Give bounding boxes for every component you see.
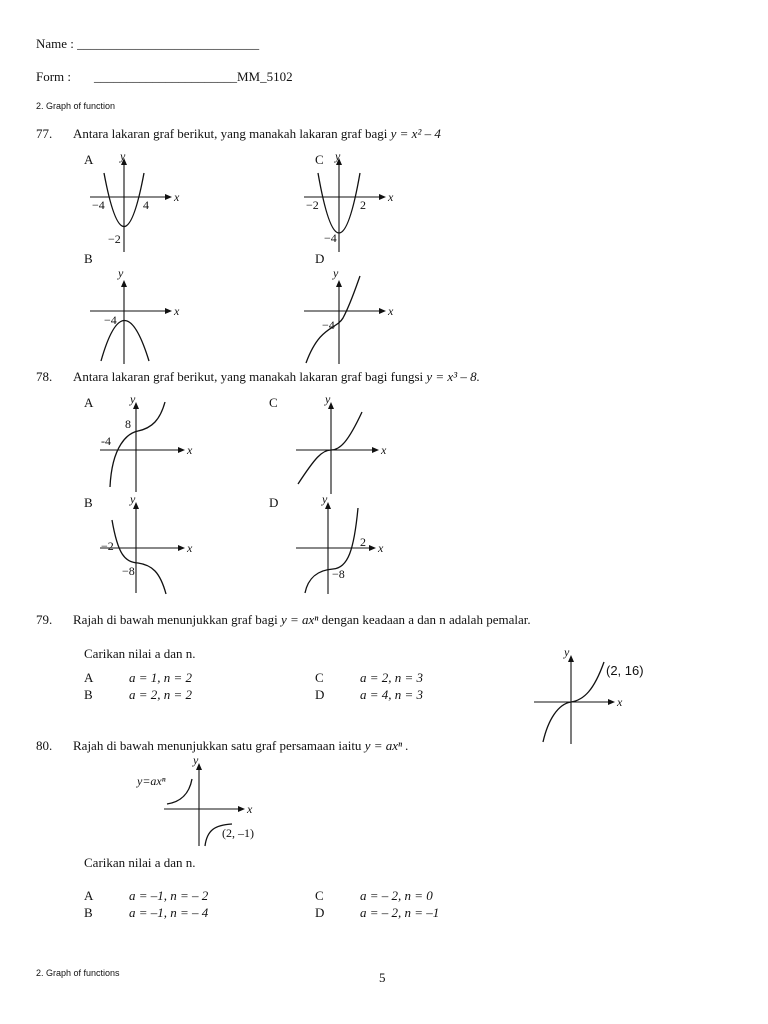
q78d-label-2: −8 [332,567,345,581]
q79-option-d-text: a = 4, n = 3 [360,687,424,702]
q80-number: 80. [36,738,53,753]
q77a-label-2: 4 [143,198,149,212]
q78-equation: y = x³ – 8. [426,369,480,384]
q80-option-d-text: a = – 2, n = –1 [360,905,440,920]
q78-option-a-letter[interactable]: A [84,395,94,410]
q78-number: 78. [36,369,53,384]
q77-option-d-letter[interactable]: D [315,251,325,266]
q80-option-b-letter: B [84,905,93,920]
q79-equation: y = axⁿ [280,612,319,627]
y-axis-label: y [120,149,126,163]
q80-stem: Rajah di bawah menunjukkan satu graf persamaan iaitu [73,738,362,753]
q80-equation: y = axⁿ . [364,738,409,753]
q77-number: 77. [36,126,53,141]
q79-stem: Rajah di bawah menunjukkan graf bagi [73,612,278,627]
form-line[interactable]: ______________________MM_5102 [94,69,293,84]
section-header: 2. Graph of function [36,101,116,111]
q80-option-b[interactable] [84,905,209,920]
q80-option-a-text: a = –1, n = – 2 [129,888,209,903]
x-axis-label: x [388,304,394,318]
q79-number: 79. [36,612,53,627]
page-number: 5 [379,970,386,985]
q79-stem-end: dengan keadaan a dan n adalah pemalar. [321,612,531,627]
q80-option-c[interactable] [315,888,433,903]
q80-option-c-text: a = – 2, n = 0 [360,888,433,903]
q80-option-b-text: a = –1, n = – 4 [129,905,209,920]
q79-option-a-letter: A [84,670,94,685]
q77d-label-1: −4 [322,318,335,332]
x-axis-label: x [617,695,623,709]
y-axis-label: y [130,392,136,406]
x-axis-label: x [174,190,180,204]
y-axis-label: y [333,266,339,280]
q77c-label-2: 2 [360,198,366,212]
q80-point-label: (2, –1) [222,826,254,840]
q77-stem: Antara lakaran graf berikut, yang manakah lakaran graf bagi [73,126,388,141]
q77-option-a-letter[interactable]: A [84,152,94,167]
q80-option-d-letter: D [315,905,325,920]
q78-stem: Antara lakaran graf berikut, yang manakah lakaran graf bagi fungsi [73,369,424,384]
q78a-label-2: -4 [101,434,111,448]
q77-option-b-letter[interactable]: B [84,251,93,266]
q78a-label-1: 8 [125,417,131,431]
q79-option-b-letter: B [84,687,93,702]
y-axis-label: y [118,266,124,280]
q77-equation: y = x² – 4 [390,126,441,141]
footer-section: 2. Graph of functions [36,968,120,978]
q80-prompt: Carikan nilai a dan n. [84,855,196,870]
x-axis-label: x [378,541,384,555]
x-axis-label: x [247,802,253,816]
q78b-label-1: −2 [101,539,114,553]
q78d-label-1: 2 [360,535,366,549]
q80-option-c-letter: C [315,888,324,903]
form-label: Form : [36,69,72,84]
q79-prompt: Carikan nilai a dan n. [84,646,196,661]
y-axis-label: y [193,753,199,767]
q77a-label-3: −2 [108,232,121,246]
q79-point-label: (2, 16) [606,663,644,678]
q80-option-d[interactable] [315,905,440,920]
x-axis-label: x [388,190,394,204]
q78-option-d-letter[interactable]: D [269,495,279,510]
name-line[interactable]: Name : ____________________________ [36,36,260,51]
y-axis-label: y [335,149,341,163]
q79-option-d-letter: D [315,687,325,702]
q77-option-c-letter[interactable]: C [315,152,324,167]
q79-option-a-text: a = 1, n = 2 [129,670,193,685]
q79-option-c-text: a = 2, n = 3 [360,670,424,685]
q79-option-c-letter: C [315,670,324,685]
q80-option-a[interactable] [84,888,209,903]
q78-option-b-letter[interactable]: B [84,495,93,510]
y-axis-label: y [325,392,331,406]
x-axis-label: x [174,304,180,318]
q77b-label-1: −4 [104,313,117,327]
x-axis-label: x [187,443,193,457]
y-axis-label: y [322,492,328,506]
q77c-label-3: −4 [324,231,337,245]
q79-option-b-text: a = 2, n = 2 [129,687,193,702]
q78b-label-2: −8 [122,564,135,578]
q80-curve-label: y=axⁿ [137,774,166,788]
q78-option-c-letter[interactable]: C [269,395,278,410]
q77c-label-1: −2 [306,198,319,212]
x-axis-label: x [381,443,387,457]
q77a-label-1: −4 [92,198,105,212]
x-axis-label: x [187,541,193,555]
y-axis-label: y [564,645,570,659]
y-axis-label: y [130,492,136,506]
q80-option-a-letter: A [84,888,94,903]
